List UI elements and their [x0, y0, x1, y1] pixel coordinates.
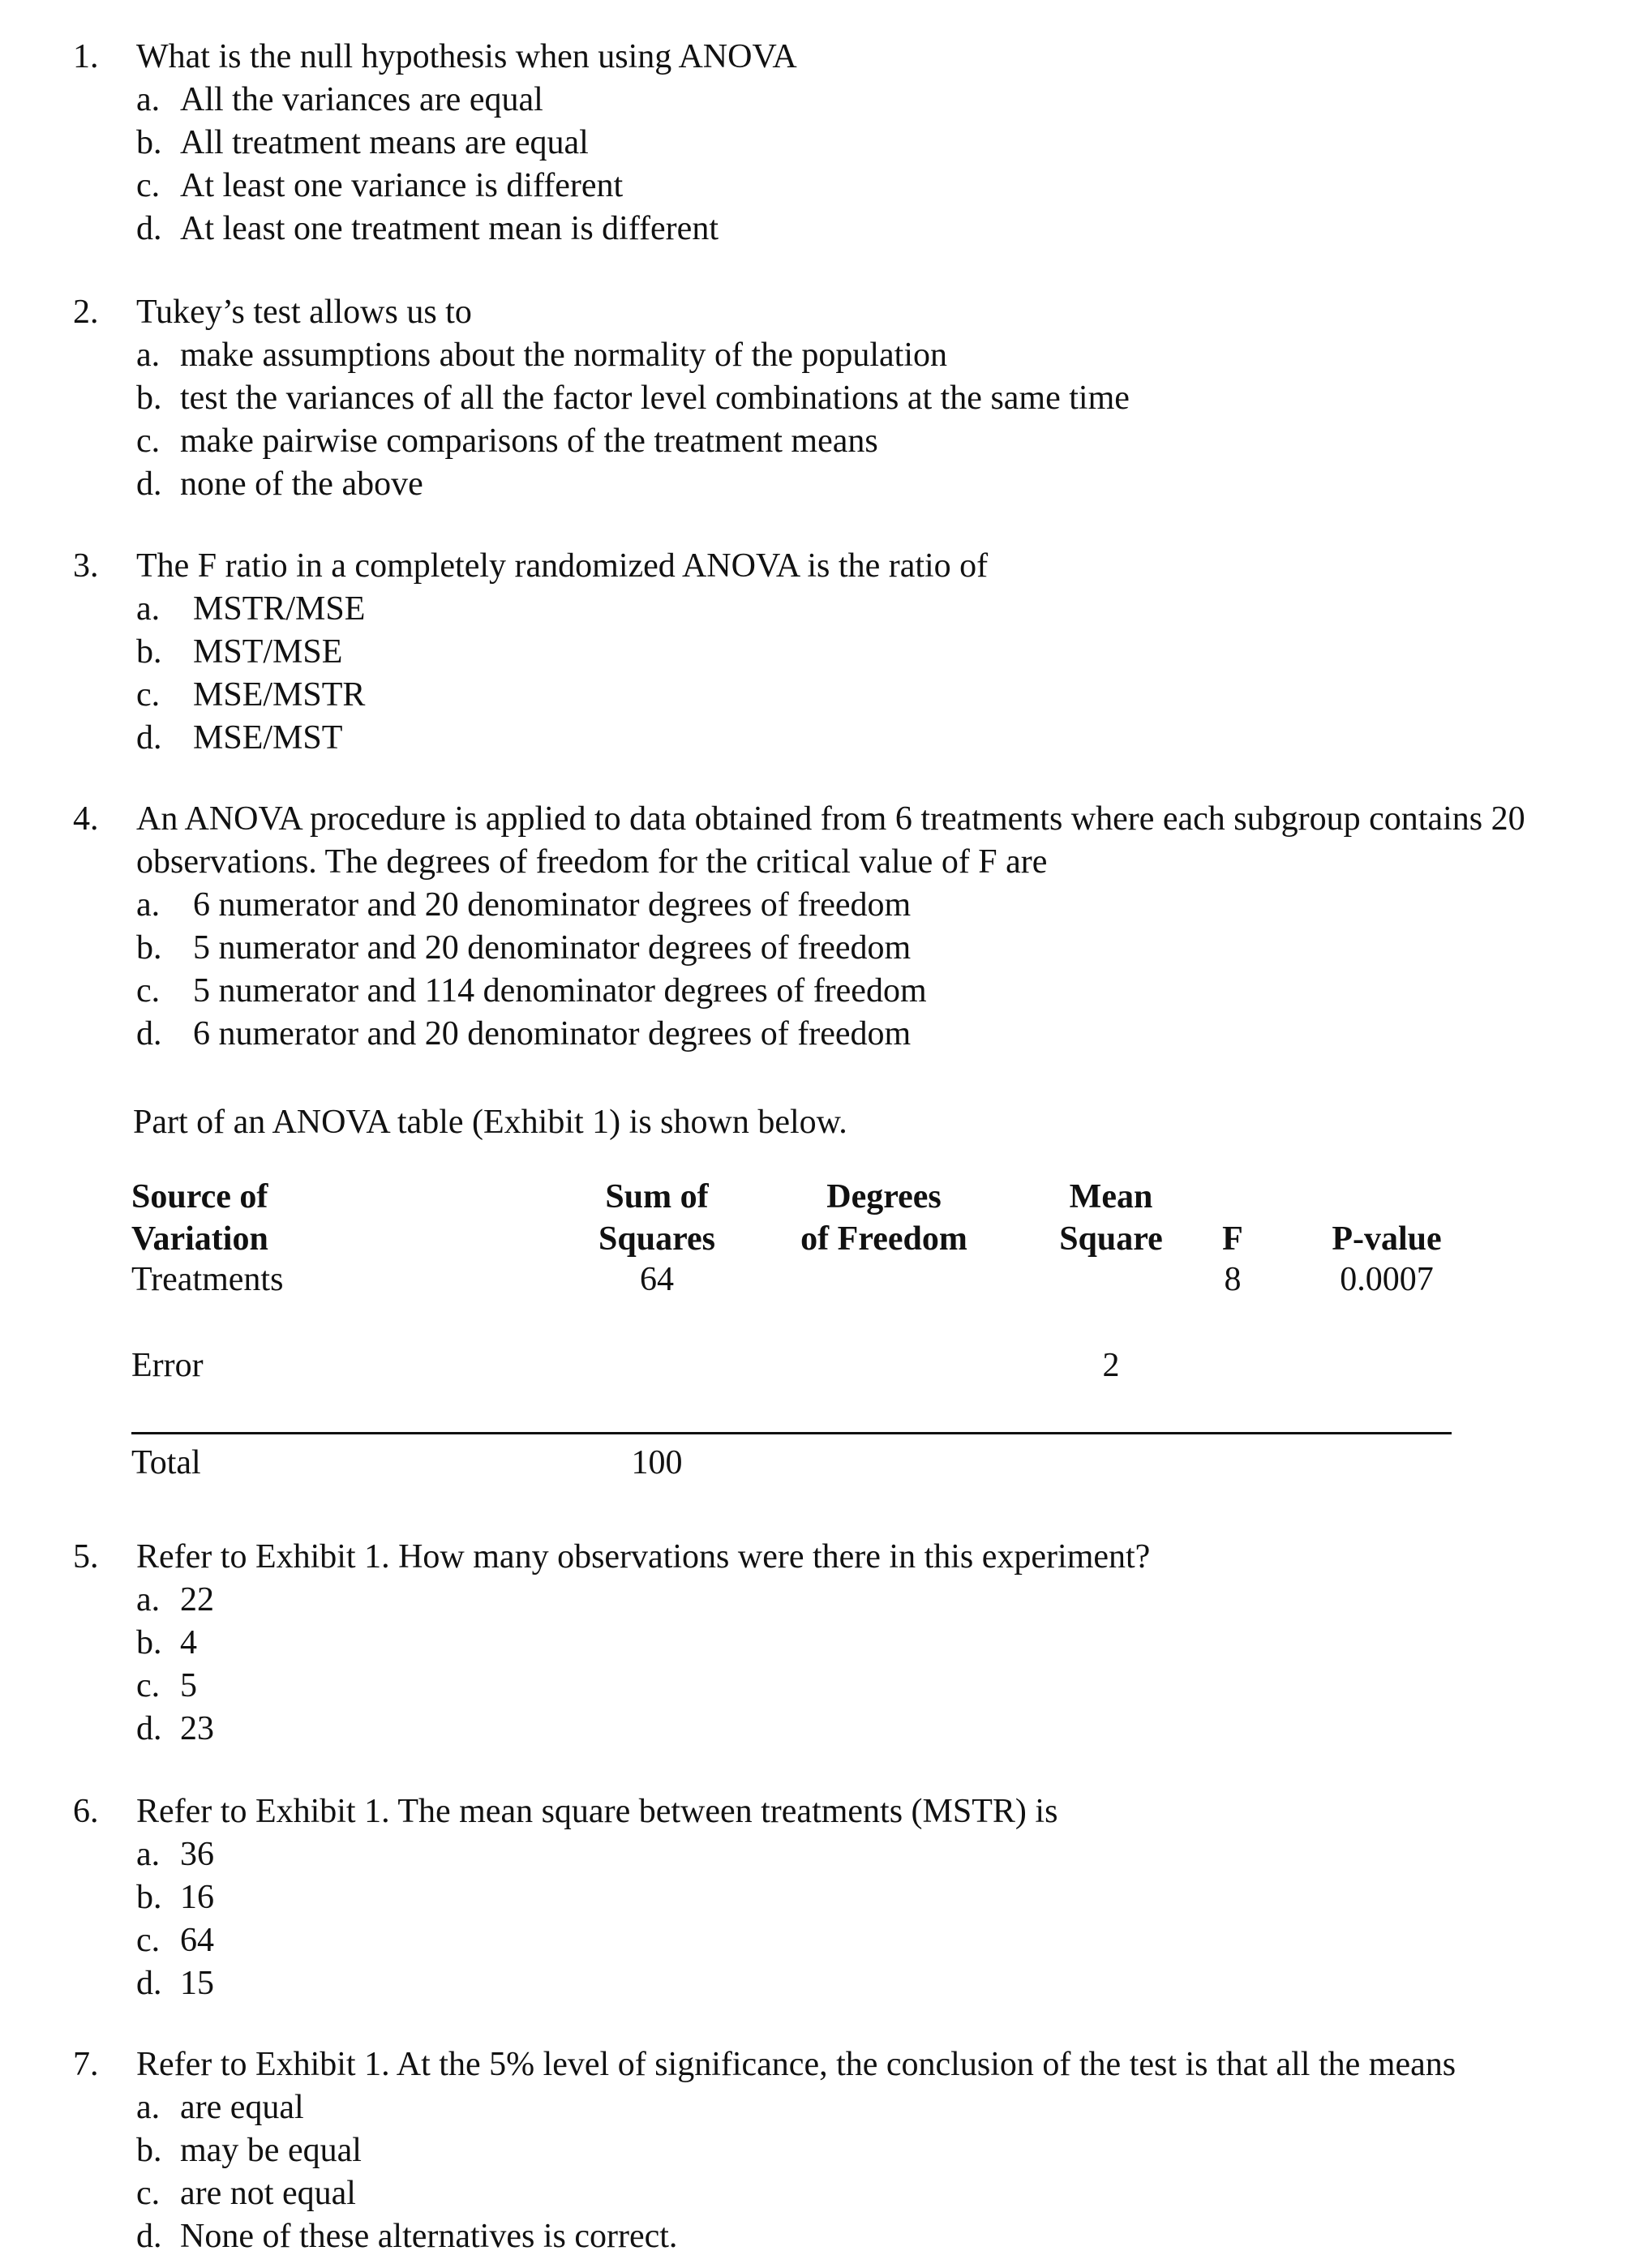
option-b: [0, 1876, 1643, 1919]
question-text: What is the null hypothesis when using ANOVA: [136, 38, 797, 75]
option-text: make assumptions about the normality of the population: [180, 337, 948, 374]
question-3: [0, 545, 1643, 760]
option-c: [0, 165, 1643, 208]
option-letter: d.: [136, 2218, 162, 2255]
question-number: 6.: [73, 1793, 99, 1830]
option-letter: d.: [136, 719, 162, 757]
question-4: [0, 798, 1643, 1056]
row-error-ms: 2: [1102, 1347, 1120, 1384]
question-stem: [0, 798, 1643, 884]
option-letter: c.: [136, 972, 161, 1010]
option-b: [0, 1622, 1643, 1665]
option-text: 23: [180, 1710, 214, 1747]
header-df-line1: Degrees: [826, 1178, 942, 1215]
option-letter: a.: [136, 81, 161, 118]
row-treatments-ss: 64: [640, 1261, 674, 1298]
option-letter: a.: [136, 886, 161, 924]
option-c: [0, 2172, 1643, 2215]
option-text: At least one variance is different: [180, 167, 624, 204]
question-number: 5.: [73, 1538, 99, 1576]
option-d: [0, 1708, 1643, 1751]
option-text: 5: [180, 1667, 197, 1704]
option-letter: b.: [136, 379, 162, 417]
option-a: [0, 334, 1643, 377]
option-text: MST/MSE: [193, 633, 343, 671]
option-c: [0, 420, 1643, 463]
question-text: An ANOVA procedure is applied to data obtained from 6 treatments where each subgroup contains 20 observations. The degrees of freedom for the critical value of F are: [136, 800, 1525, 881]
question-number: 7.: [73, 2046, 99, 2083]
option-b: [0, 927, 1643, 970]
option-letter: c.: [136, 1667, 161, 1704]
option-text: All the variances are equal: [180, 81, 543, 118]
option-d: [0, 1013, 1643, 1056]
option-a: [0, 1579, 1643, 1622]
question-stem: [0, 2043, 1643, 2086]
option-a: [0, 588, 1643, 631]
header-ss-line2: Squares: [598, 1220, 715, 1258]
question-number: 4.: [73, 800, 99, 838]
header-p-value: P-value: [1332, 1220, 1442, 1258]
option-letter: c.: [136, 167, 161, 204]
question-text: Refer to Exhibit 1. The mean square between treatments (MSTR) is: [136, 1793, 1058, 1830]
option-letter: b.: [136, 2132, 162, 2169]
option-text: 16: [180, 1879, 214, 1916]
question-stem: [0, 1536, 1643, 1579]
header-source-line1: Source of: [131, 1178, 268, 1215]
option-letter: a.: [136, 2089, 161, 2126]
option-c: [0, 970, 1643, 1013]
exhibit-intro: Part of an ANOVA table (Exhibit 1) is shown below.: [133, 1104, 847, 1141]
header-f: F: [1222, 1220, 1243, 1258]
option-letter: c.: [136, 676, 161, 714]
question-text: Refer to Exhibit 1. At the 5% level of significance, the conclusion of the test is that all the means: [136, 2046, 1456, 2083]
question-text: Refer to Exhibit 1. How many observations were there in this experiment?: [136, 1538, 1151, 1576]
row-treatments-label: Treatments: [131, 1261, 284, 1298]
table-divider: [131, 1432, 1452, 1434]
option-d: [0, 208, 1643, 251]
option-text: are not equal: [180, 2175, 356, 2212]
option-text: none of the above: [180, 465, 423, 503]
option-letter: a.: [136, 337, 161, 374]
option-text: test the variances of all the factor level combinations at the same time: [180, 379, 1130, 417]
option-text: MSE/MST: [193, 719, 343, 757]
row-total-label: Total: [131, 1444, 201, 1481]
option-a: [0, 79, 1643, 122]
option-letter: b.: [136, 124, 162, 161]
option-letter: c.: [136, 2175, 161, 2212]
header-df-line2: of Freedom: [800, 1220, 967, 1258]
question-7: [0, 2043, 1643, 2258]
option-letter: d.: [136, 1015, 162, 1053]
row-total-ss: 100: [631, 1444, 683, 1481]
option-c: [0, 1919, 1643, 1962]
row-treatments-p: 0.0007: [1340, 1261, 1434, 1298]
question-1: [0, 36, 1643, 251]
option-a: [0, 1833, 1643, 1876]
question-stem: [0, 36, 1643, 79]
question-number: 2.: [73, 294, 99, 331]
header-ms-line1: Mean: [1069, 1178, 1153, 1215]
question-5: [0, 1536, 1643, 1751]
option-letter: c.: [136, 422, 161, 460]
option-b: [0, 122, 1643, 165]
question-6: [0, 1790, 1643, 2005]
option-letter: b.: [136, 929, 162, 967]
option-b: [0, 631, 1643, 674]
question-number: 1.: [73, 38, 99, 75]
question-text: The F ratio in a completely randomized ANOVA is the ratio of: [136, 547, 989, 585]
option-letter: d.: [136, 465, 162, 503]
option-text: 15: [180, 1965, 214, 2002]
option-text: 64: [180, 1922, 214, 1959]
option-letter: d.: [136, 1710, 162, 1747]
option-text: 22: [180, 1581, 214, 1618]
option-a: [0, 884, 1643, 927]
option-letter: b.: [136, 1879, 162, 1916]
option-d: [0, 463, 1643, 506]
question-stem: [0, 1790, 1643, 1833]
option-text: 6 numerator and 20 denominator degrees of freedom: [193, 886, 912, 924]
header-ms-line2: Square: [1059, 1220, 1163, 1258]
option-text: MSE/MSTR: [193, 676, 366, 714]
question-2: [0, 291, 1643, 506]
option-c: [0, 1665, 1643, 1708]
option-d: [0, 1962, 1643, 2005]
option-letter: a.: [136, 1581, 161, 1618]
option-letter: a.: [136, 590, 161, 628]
option-d: [0, 717, 1643, 760]
option-b: [0, 2129, 1643, 2172]
option-text: are equal: [180, 2089, 304, 2126]
option-text: 4: [180, 1624, 197, 1661]
option-text: 6 numerator and 20 denominator degrees of freedom: [193, 1015, 912, 1053]
option-a: [0, 2086, 1643, 2129]
header-source: [131, 1176, 268, 1260]
question-text: Tukey’s test allows us to: [136, 294, 472, 331]
option-text: None of these alternatives is correct.: [180, 2218, 678, 2255]
option-letter: c.: [136, 1922, 161, 1959]
header-sum-of-squares: [576, 1176, 738, 1260]
question-number: 3.: [73, 547, 99, 585]
option-letter: b.: [136, 1624, 162, 1661]
anova-table: [0, 1176, 1643, 1492]
option-c: [0, 674, 1643, 717]
option-text: make pairwise comparisons of the treatment means: [180, 422, 878, 460]
option-letter: a.: [136, 1836, 161, 1873]
option-text: All treatment means are equal: [180, 124, 589, 161]
header-mean-square: [1030, 1176, 1192, 1260]
header-ss-line1: Sum of: [605, 1178, 709, 1215]
option-text: may be equal: [180, 2132, 362, 2169]
option-letter: d.: [136, 1965, 162, 2002]
question-stem: [0, 291, 1643, 334]
option-letter: d.: [136, 210, 162, 247]
option-d: [0, 2215, 1643, 2258]
option-text: 36: [180, 1836, 214, 1873]
option-letter: b.: [136, 633, 162, 671]
row-treatments-f: 8: [1224, 1261, 1242, 1298]
option-text: 5 numerator and 20 denominator degrees of freedom: [193, 929, 912, 967]
question-stem: [0, 545, 1643, 588]
option-b: [0, 377, 1643, 420]
header-degrees-of-freedom: [779, 1176, 989, 1260]
row-error-label: Error: [131, 1347, 204, 1384]
option-text: MSTR/MSE: [193, 590, 366, 628]
option-text: At least one treatment mean is different: [180, 210, 719, 247]
header-source-line2: Variation: [131, 1220, 268, 1258]
option-text: 5 numerator and 114 denominator degrees of freedom: [193, 972, 927, 1010]
